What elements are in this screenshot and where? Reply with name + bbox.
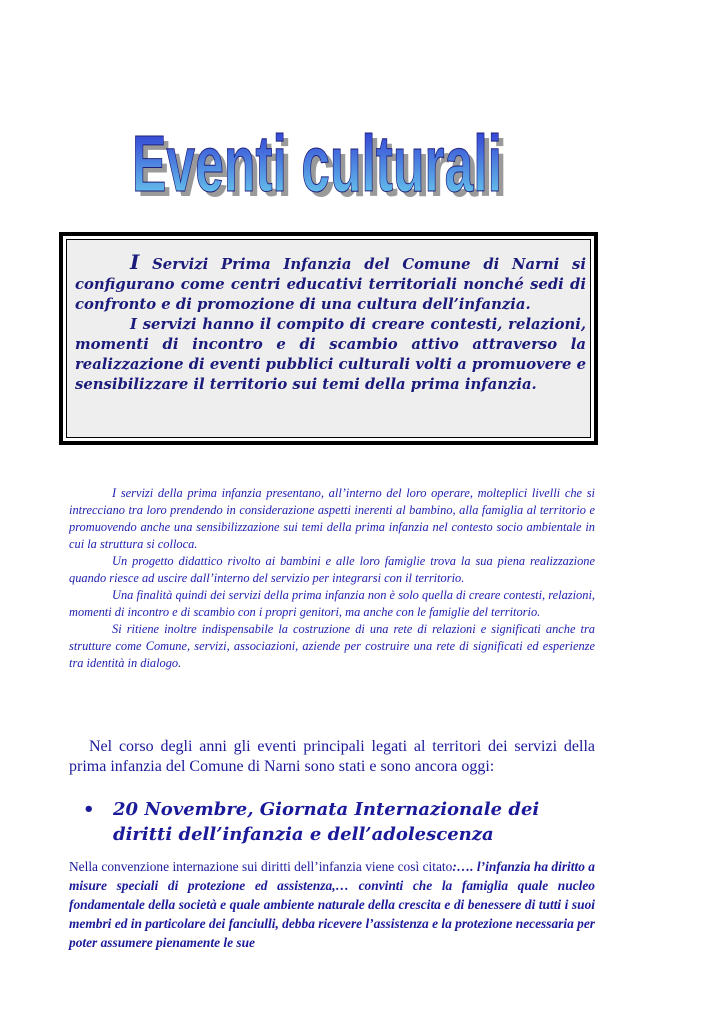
description-block [69,485,595,672]
description-paragraph: Un progetto didattico rivolto ai bambini e alle loro famiglie trova la sua piena realizzazione quando riesce ad uscire dall’interno del servizio per integrarsi con il territorio. [69,554,595,585]
title-shadow: Eventi culturali [137,124,507,213]
convention-paragraph [69,857,595,952]
description-paragraph: I servizi della prima infanzia presentano, all’interno del loro operare, molteplici livelli che si intrecciano tra loro prendendo in considerazione aspetti inerenti al bambino, alla famiglia al territorio e promuovendo anche una sensibilizzazione sui temi della prima infanzia nel contesto socio ambientale in cui la struttura si colloca. [69,486,595,551]
title-text: Eventi culturali [132,119,502,208]
page-title [130,108,520,220]
drop-letter: I [130,250,140,274]
events-intro-text: Nel corso degli anni gli eventi principali legati al territori dei servizi della prima infanzia del Comune di Narni sono stati e sono ancora oggi: [69,738,595,775]
events-intro [69,737,595,777]
event-title: 20 Novembre, Giornata Internazionale dei diritti dell’infanzia e dell’adolescenza [113,799,540,845]
description-paragraph: Una finalità quindi dei servizi della prima infanzia non è solo quella di creare contesti, relazioni, momenti di incontro e di scambio con i propri genitori, ma anche con le famiglie del territorio. [69,588,595,619]
convention-intro: Nella convenzione internazione sui diritti dell’infanzia viene così citato [69,859,453,874]
intro-paragraph-1 [75,252,586,315]
convention-quote: :…. l’infanzia ha diritto a misure speciali di protezione ed assistenza,… convinti che la famiglia quale nucleo fondamentale della società e quale ambiente naturale della crescita e di benessere di tutti i suoi membri ed in particolare dei fanciulli, debba ricevere l’assistenza e la protezione necessaria per poter assumere pienamente le sue [69,859,595,950]
intro-paragraph-2: I servizi hanno il compito di creare contesti, relazioni, momenti di incontro e di scambio attivo attraverso la realizzazione di eventi pubblici culturali volti a promuovere e sensibilizzare il territorio sui temi della prima infanzia. [75,316,586,393]
description-paragraph: Si ritiene inoltre indispensabile la costruzione di una rete di relazioni e significati anche tra strutture come Comune, servizi, associazioni, aziende per costruire una rete di significati ed esperienze tra identità in dialogo. [69,622,595,670]
intro-frame [59,232,598,445]
intro-text-1: Servizi Prima Infanzia del Comune di Narni si configurano come centri educativi territoriali nonché sedi di confronto e di promozione di una cultura dell’infanzia. [75,256,586,313]
bullet-icon: • [83,799,95,820]
